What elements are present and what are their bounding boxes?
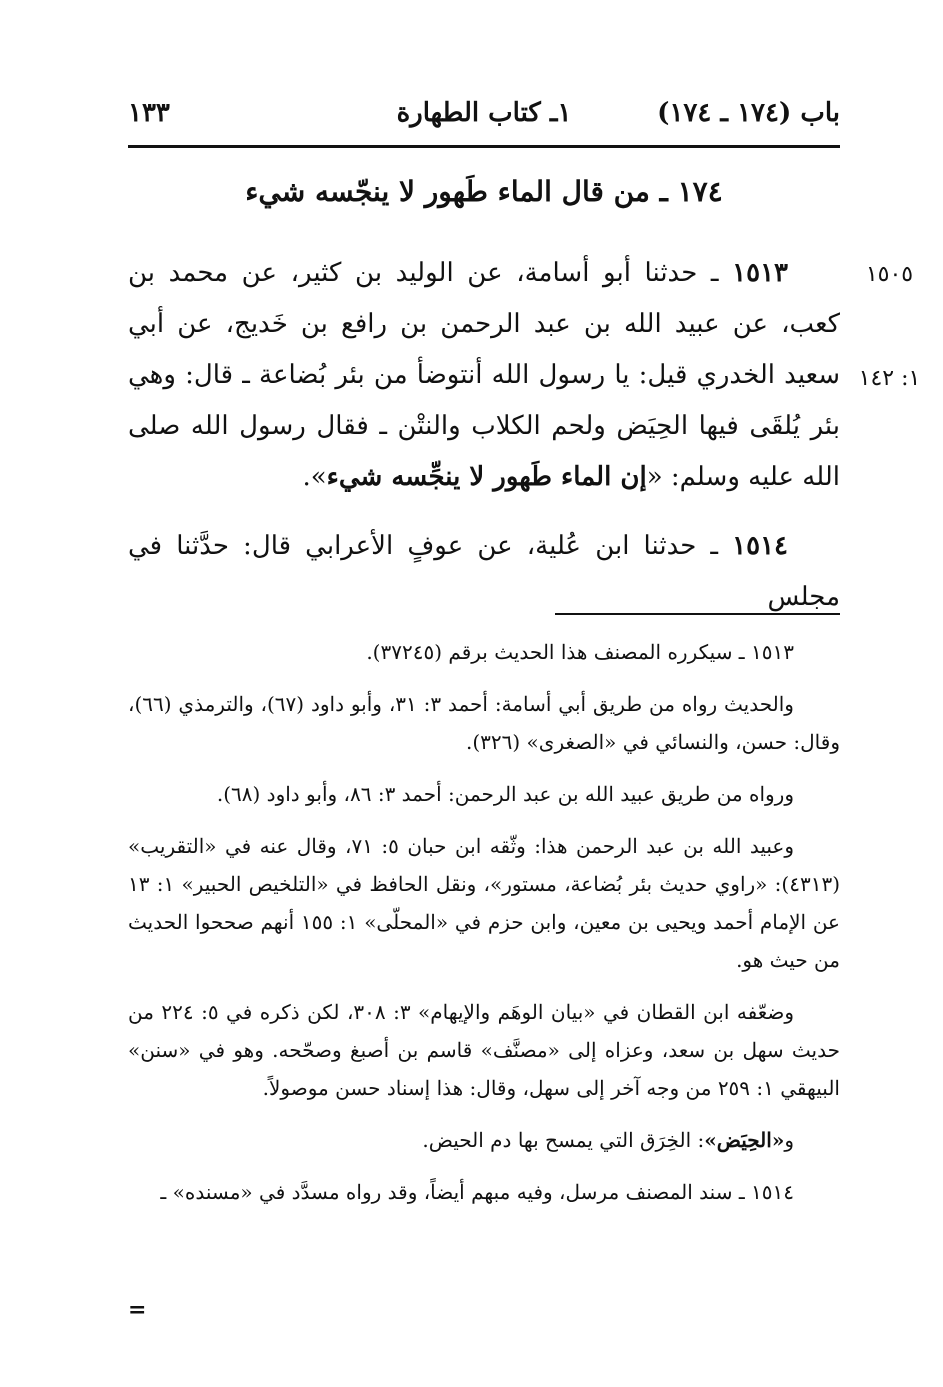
footnote-1514: ١٥١٤ ـ سند المصنف مرسل، وفيه مبهم أيضاً، وقد رواه مسدَّد في «مسنده» ـ <box>160 1180 794 1204</box>
header-rule <box>128 145 840 148</box>
hadith-quote: إن الماء طَهور لا ينجِّسه شيء <box>326 462 647 492</box>
hadith-text: ـ حدثنا أبو أسامة، عن الوليد بن كثير، عن محمد بن كعب، عن عبيد الله بن عبد الرحمن بن رافع بن خَديج، عن أبي سعيد الخدري قيل: يا رسول الله أنتوضأ من بئر بُضاعة ـ قال: وهي بئر يُلقَى فيها الحِيَض ولحم الكلاب والنتْن ـ فقال رسول الله صلى الله عليه وسلم: « <box>128 258 840 492</box>
footnote-prefix: و <box>784 1128 794 1152</box>
footnote-term: «الحِيَض» <box>704 1128 785 1152</box>
hadith-text-end: ». <box>302 462 327 492</box>
footnotes <box>128 633 840 1225</box>
footnote-definition <box>128 1121 840 1159</box>
footnote-separator <box>555 613 840 615</box>
page-number: ١٣٣ <box>128 98 170 128</box>
margin-note-1505: ١٥٠٥ <box>865 262 914 287</box>
header-book-title: ١ـ كتاب الطهارة <box>396 98 572 128</box>
hadith-1513 <box>128 248 840 503</box>
page-header <box>128 88 840 138</box>
header-chapter-range: باب (١٧٤ ـ ١٧٤) <box>657 98 840 128</box>
footnote-paragraph: وعبيد الله بن عبد الرحمن هذا: وثّقه ابن حبان ٥: ٧١، وقال عنه في «التقريب» (٤٣١٣): «راوي حديث بئر بُضاعة، مستور»، ونقل الحافظ في «التلخيص الحبير» ١: ١٣ عن الإمام أحمد ويحيى بن معين، وابن حزم في «المحلّى» ١: ١٥٥ أنهم صححوا الحديث من حيث هو. <box>128 834 840 972</box>
footnote-paragraph: وضعّفه ابن القطان في «بيان الوهَم والإيهام» ٣: ٣٠٨، لكن ذكره في ٥: ٢٢٤ من حديث سهل بن سعد، وعزاه إلى «مصنَّف» قاسم بن أصبغ وصحّحه. وهو في «سنن» البيهقي ١: ٢٥٩ من وجه آخر إلى سهل، وقال: هذا إسناد حسن موصولاً. <box>128 1000 840 1100</box>
footnote-paragraph: ورواه من طريق عبيد الله بن عبد الرحمن: أحمد ٣: ٨٦، وأبو داود (٦٨). <box>216 782 794 806</box>
chapter-title: ١٧٤ ـ من قال الماء طَهور لا ينجّسه شيء <box>245 175 723 208</box>
footnote-1513: ١٥١٣ ـ سيكرره المصنف هذا الحديث برقم (٣٧٢٤٥). <box>366 640 794 664</box>
hadith-number: ١٥١٤ <box>732 531 788 561</box>
footnote-paragraph: والحديث رواه من طريق أبي أسامة: أحمد ٣: ٣١، وأبو داود (٦٧)، والترمذي (٦٦)، وقال: حسن، والنسائي في «الصغرى» (٣٢٦). <box>128 692 840 754</box>
hadith-number: ١٥١٣ <box>732 258 788 288</box>
hadith-1514 <box>128 521 840 623</box>
margin-note-volume-ref: ١: ١٤٢ <box>858 366 921 391</box>
footnote-definition-text: : الخِرَق التي يمسح بها دم الحيض. <box>422 1128 705 1152</box>
hadith-text: ـ حدثنا ابن عُلية، عن عوفٍ الأعرابي قال: حدَّثنا في مجلس <box>128 531 840 612</box>
continuation-mark: = <box>128 1297 147 1323</box>
